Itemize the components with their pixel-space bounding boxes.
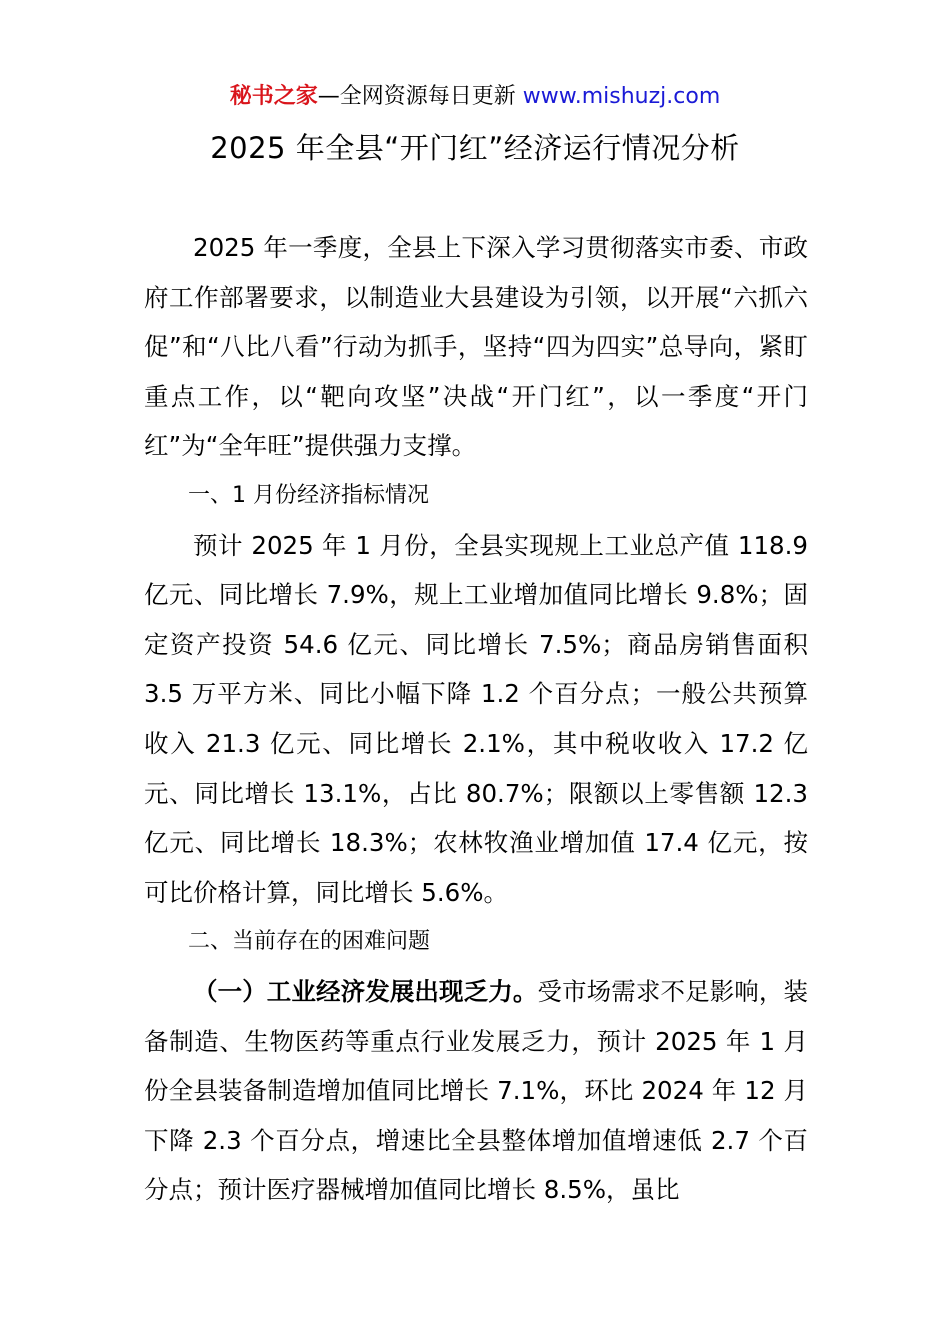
subsection-title-1: （一）工业经济发展出现乏力。: [193, 976, 538, 1006]
document-body: [144, 223, 808, 1215]
site-brand: 秘书之家: [229, 84, 318, 109]
site-tagline: —全网资源每日更新: [317, 84, 523, 109]
section-heading-2: 二、当前存在的困难问题: [188, 929, 431, 955]
site-url-link[interactable]: www.mishuzj.com: [522, 84, 721, 109]
subsection-body-1: 受市场需求不足影响，装备制造、生物医药等重点行业发展乏力，预计 2025 年 1 月份全县装备制造增加值同比增长 7.1%，环比 2024 年 12 月下降 2.3 个百分点，增速比全县整体增加值增速低 2.7 个百分点；预计医疗器械增加值同比增长 8.5%，虽比: [144, 976, 809, 1205]
section-2-paragraph-1: [144, 967, 808, 1215]
document-title: 2025 年全县“开门红”经济运行情况分析: [210, 131, 740, 165]
site-header: [0, 82, 950, 112]
section-1-paragraph: 预计 2025 年 1 月份，全县实现规上工业总产值 118.9 亿元、同比增长 7.9%，规上工业增加值同比增长 9.8%；固定资产投资 54.6 亿元、同比增长 7.5%；商品房销售面积 3.5 万平方米、同比小幅下降 1.2 个百分点；一般公共预算收入 21.3 亿元、同比增长 2.1%，其中税收收入 17.2 亿元、同比增长 13.1%，占比 80.7%；限额以上零售额 12.3 亿元、同比增长 18.3%；农林牧渔业增加值 17.4 亿元，按可比价格计算，同比增长 5.6%。: [144, 530, 808, 907]
section-heading-1: 一、1 月份经济指标情况: [188, 482, 429, 508]
intro-paragraph: 2025 年一季度，全县上下深入学习贯彻落实市委、市政府工作部署要求，以制造业大县建设为引领，以开展“六抓六促”和“八比八看”行动为抓手，坚持“四为四实”总导向，紧盯重点工作，以“靶向攻坚”决战“开门红”，以一季度“开门红”为“全年旺”提供强力支撑。: [144, 233, 808, 461]
